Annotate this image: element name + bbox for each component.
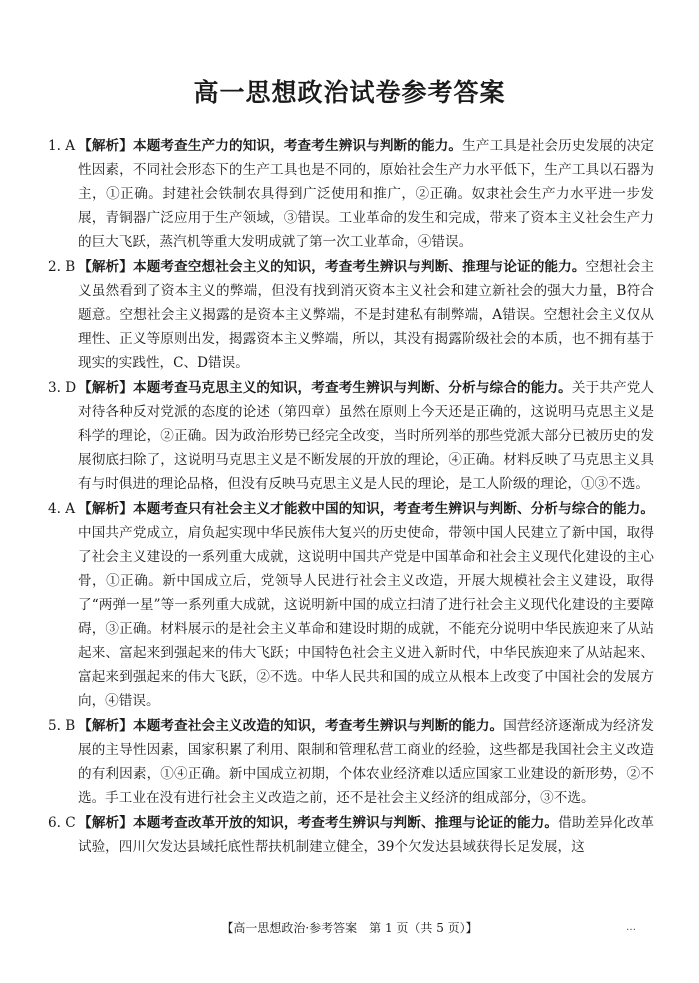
question-head bbox=[48, 501, 78, 517]
footer-mark: … bbox=[626, 922, 636, 933]
question-item bbox=[48, 811, 654, 859]
question-body bbox=[48, 497, 654, 713]
answer-explanation: 空想社会主义虽然看到了资本主义的弊端，但没有找到消灭资本主义社会和建立新社会的强大力量，B符合题意。空想社会主义揭露的是资本主义弊端，不是封建私有制弊端，A错误。空想社会主义仅从理性、正义等原则出发，揭露资本主义弊端，所以，其没有揭露阶级社会的本质，也不拥有基于现实的实践性，C、D错误。 bbox=[78, 259, 655, 371]
question-number: 1. A bbox=[48, 138, 76, 154]
question-body bbox=[48, 714, 654, 810]
page-title: 高一思想政治试卷参考答案 bbox=[193, 78, 506, 107]
question-number: 4. A bbox=[48, 501, 76, 517]
question-stem: 本题考查社会主义改造的知识，考查考生辨识与判断的能力。 bbox=[132, 718, 504, 734]
question-head bbox=[48, 718, 78, 734]
question-head bbox=[48, 815, 78, 831]
question-head bbox=[48, 259, 78, 275]
answer-explanation: 国营经济逐渐成为经济发展的主导性因素，国家积累了利用、限制和管理私营工商业的经验，这些都是我国社会主义改造的有利因素，①④正确。新中国成立初期，个体农业经济难以适应国家工业建设的新形势，②不选。手工业在没有进行社会主义改造之前，还不是社会主义经济的组成部分，③不选。 bbox=[78, 718, 655, 806]
question-number: 3. D bbox=[48, 380, 77, 396]
page-footer: 【高一思想政治·参考答案 第 1 页（共 5 页）】 bbox=[221, 921, 478, 935]
analysis-label: 【解析】 bbox=[78, 718, 133, 734]
analysis-label: 【解析】 bbox=[78, 380, 133, 396]
question-list bbox=[48, 134, 654, 859]
answer-explanation: 中国共产党成立，肩负起实现中华民族伟大复兴的历史使命，带领中国人民建立了新中国，取得了社会主义建设的一系列重大成就，这说明中国共产党是中国革命和社会主义现代化建设的主心骨，①正确。新中国成立后，党领导人民进行社会主义改造，开展大规模社会主义建设，取得了“两弹一星”等一系列重大成就，这说明新中国的成立扫清了进行社会主义现代化建设的主要障碍，③正确。材料展示的是社会主义革命和建设时期的成就，不能充分说明中华民族迎来了从站起来、富起来到强起来的伟大飞跃；中国特色社会主义进入新时代，中华民族迎来了从站起来、富起来到强起来的伟大飞跃，②不选。中华人民共和国的成立从根本上改变了中国社会的发展方向，④错误。 bbox=[78, 525, 654, 709]
question-head bbox=[48, 380, 78, 396]
answer-explanation: 借助差异化改革试验，四川欠发达县域托底性帮扶机制建立健全，39个欠发达县域获得长足发展，这 bbox=[78, 815, 655, 855]
question-number: 2. B bbox=[48, 259, 76, 275]
question-item bbox=[48, 376, 654, 496]
question-body bbox=[48, 255, 654, 375]
analysis-label: 【解析】 bbox=[78, 259, 133, 275]
question-stem: 本题考查改革开放的知识，考查考生辨识与判断、推理与论证的能力。 bbox=[132, 815, 559, 831]
question-number: 6. C bbox=[48, 815, 76, 831]
question-head bbox=[48, 138, 78, 154]
question-stem: 本题考查生产力的知识，考查考生辨识与判断的能力。 bbox=[132, 138, 463, 154]
analysis-label: 【解析】 bbox=[78, 138, 133, 154]
question-item bbox=[48, 255, 654, 375]
answer-explanation: 生产工具是社会历史发展的决定性因素，不同社会形态下的生产工具也是不同的，原始社会生产力水平低下，生产工具以石器为主，①正确。封建社会铁制农具得到广泛使用和推广，②正确。奴隶社会生产力水平进一步发展，青铜器广泛应用于生产领域，③错误。工业革命的发生和完成，带来了资本主义社会生产力的巨大飞跃，蒸汽机等重大发明成就了第一次工业革命，④错误。 bbox=[78, 138, 655, 250]
question-number: 5. B bbox=[48, 718, 76, 734]
question-body bbox=[48, 134, 654, 254]
question-item bbox=[48, 497, 654, 713]
question-stem: 本题考查马克思主义的知识，考查考生辨识与判断、分析与综合的能力。 bbox=[132, 380, 572, 396]
analysis-label: 【解析】 bbox=[78, 501, 133, 517]
answer-explanation: 关于共产党人对待各种反对党派的态度的论述（第四章）虽然在原则上今天还是正确的，这说明马克思主义是科学的理论，②正确。因为政治形势已经完全改变，当时所列举的那些党派大部分已被历史的发展彻底扫除了，这说明马克思主义是不断发展的开放的理论，④正确。材料反映了马克思主义具有与时俱进的理论品格，但没有反映马克思主义是人民的理论，是工人阶级的理论，①③不选。 bbox=[78, 380, 655, 492]
analysis-label: 【解析】 bbox=[78, 815, 133, 831]
question-item bbox=[48, 134, 654, 254]
question-body bbox=[48, 811, 654, 859]
question-item bbox=[48, 714, 654, 810]
question-body bbox=[48, 376, 654, 496]
question-stem: 本题考查空想社会主义的知识，考查考生辨识与判断、推理与论证的能力。 bbox=[132, 259, 586, 275]
question-stem: 本题考查只有社会主义才能救中国的知识，考查考生辨识与判断、分析与综合的能力。 bbox=[132, 501, 655, 517]
